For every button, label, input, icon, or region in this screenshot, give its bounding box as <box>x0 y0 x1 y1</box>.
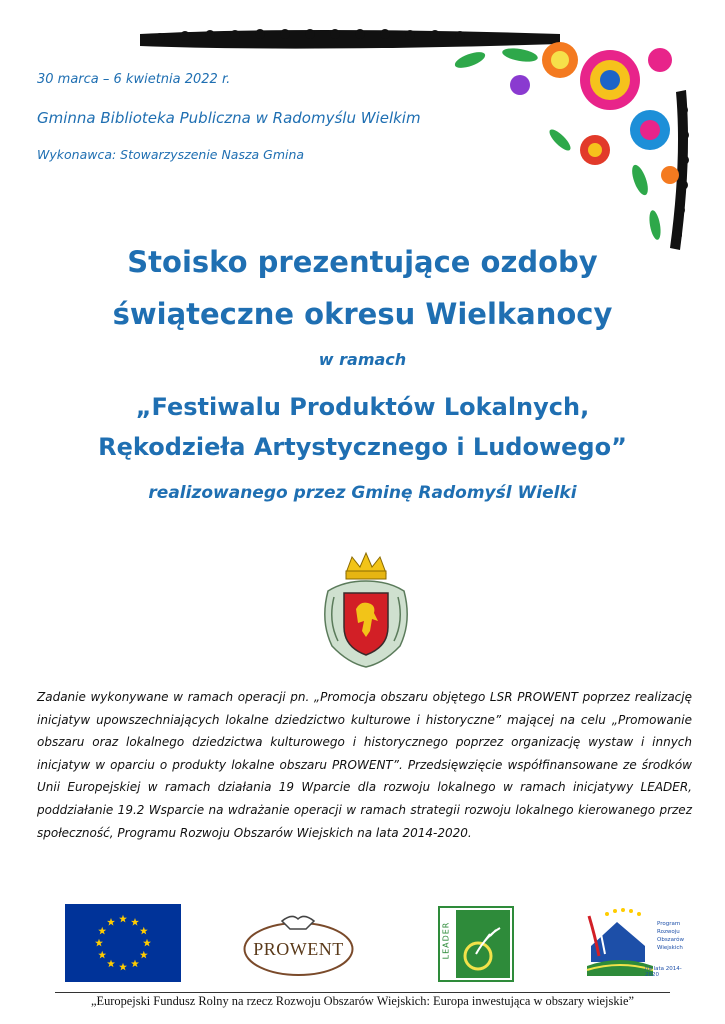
sponsor-logos <box>0 902 725 982</box>
title-block <box>0 236 725 503</box>
festival-title-line-2: Rękodzieła Artystycznego i Ludowego” <box>98 433 627 461</box>
event-header <box>37 72 421 162</box>
main-title-line-1: Stoisko prezentujące ozdoby <box>127 245 598 279</box>
prowent-logo <box>242 907 355 977</box>
library-name: Gminna Biblioteka Publiczna w Radomyślu Wielkim <box>37 109 421 127</box>
prow-logo-line-2: Rozwoju <box>657 929 680 935</box>
footer-divider <box>55 992 670 993</box>
prow-logo-line-3: Obszarów <box>657 937 684 943</box>
prow-logo-text <box>657 920 684 952</box>
in-frame-label: w ramach <box>318 350 407 369</box>
event-date: 30 marca – 6 kwietnia 2022 r. <box>37 72 231 87</box>
prow-logo-line-4: Wiejskich <box>657 945 683 951</box>
prow-logo <box>585 906 690 980</box>
leader-logo <box>438 906 514 982</box>
prow-logo-line-1: Program <box>657 921 681 927</box>
contractor-name: Wykonawca: Stowarzyszenie Nasza Gmina <box>37 147 305 162</box>
eafrd-motto: „Europejski Fundusz Rolny na rzecz Rozwoju Obszarów Wiejskich: Europa inwestująca w obszary wiejskie” <box>91 994 634 1008</box>
prowent-logo-text: PROWENT <box>253 939 344 959</box>
prow-years: na lata 2014-2020 <box>645 966 682 978</box>
festival-title <box>0 387 725 467</box>
main-title <box>0 236 725 340</box>
festival-title-line-1: „Festiwalu Produktów Lokalnych, <box>135 393 590 421</box>
main-title-line-2: świąteczne okresu Wielkanocy <box>112 297 613 331</box>
eu-flag-icon <box>65 904 181 982</box>
funding-description: Zadanie wykonywane w ramach operacji pn. „Promocja obszaru objętego LSR PROWENT poprzez realizację inicjatyw upowszechniających lokalne dziedzictwo kulturowe i historyczne” mającej na celu „Promowanie obszaru oraz lokalnego dziedzictwa kulturowego i historycznego poprzez organizację wystaw i innych inicjatyw w oparciu o produkty lokalne obszaru PROWENT”. Przedsięwzięcie współfinansowane ze środków Unii Europejskiej w ramach działania 19 Wparcie dla rozwoju lokalnego w ramach inicjatywy LEADER, poddziałanie 19.2 Wsparcie na wdrażanie operacji w ramach strategii rozwoju lokalnego kierowanego przez społeczność, Programu Rozwoju Obszarów Wiejskich na lata 2014-2020. <box>37 690 692 840</box>
realized-by: realizowanego przez Gminę Radomyśl Wielki <box>148 483 577 503</box>
coat-of-arms-icon <box>318 551 414 669</box>
leader-logo-text: LEADER <box>441 921 451 960</box>
